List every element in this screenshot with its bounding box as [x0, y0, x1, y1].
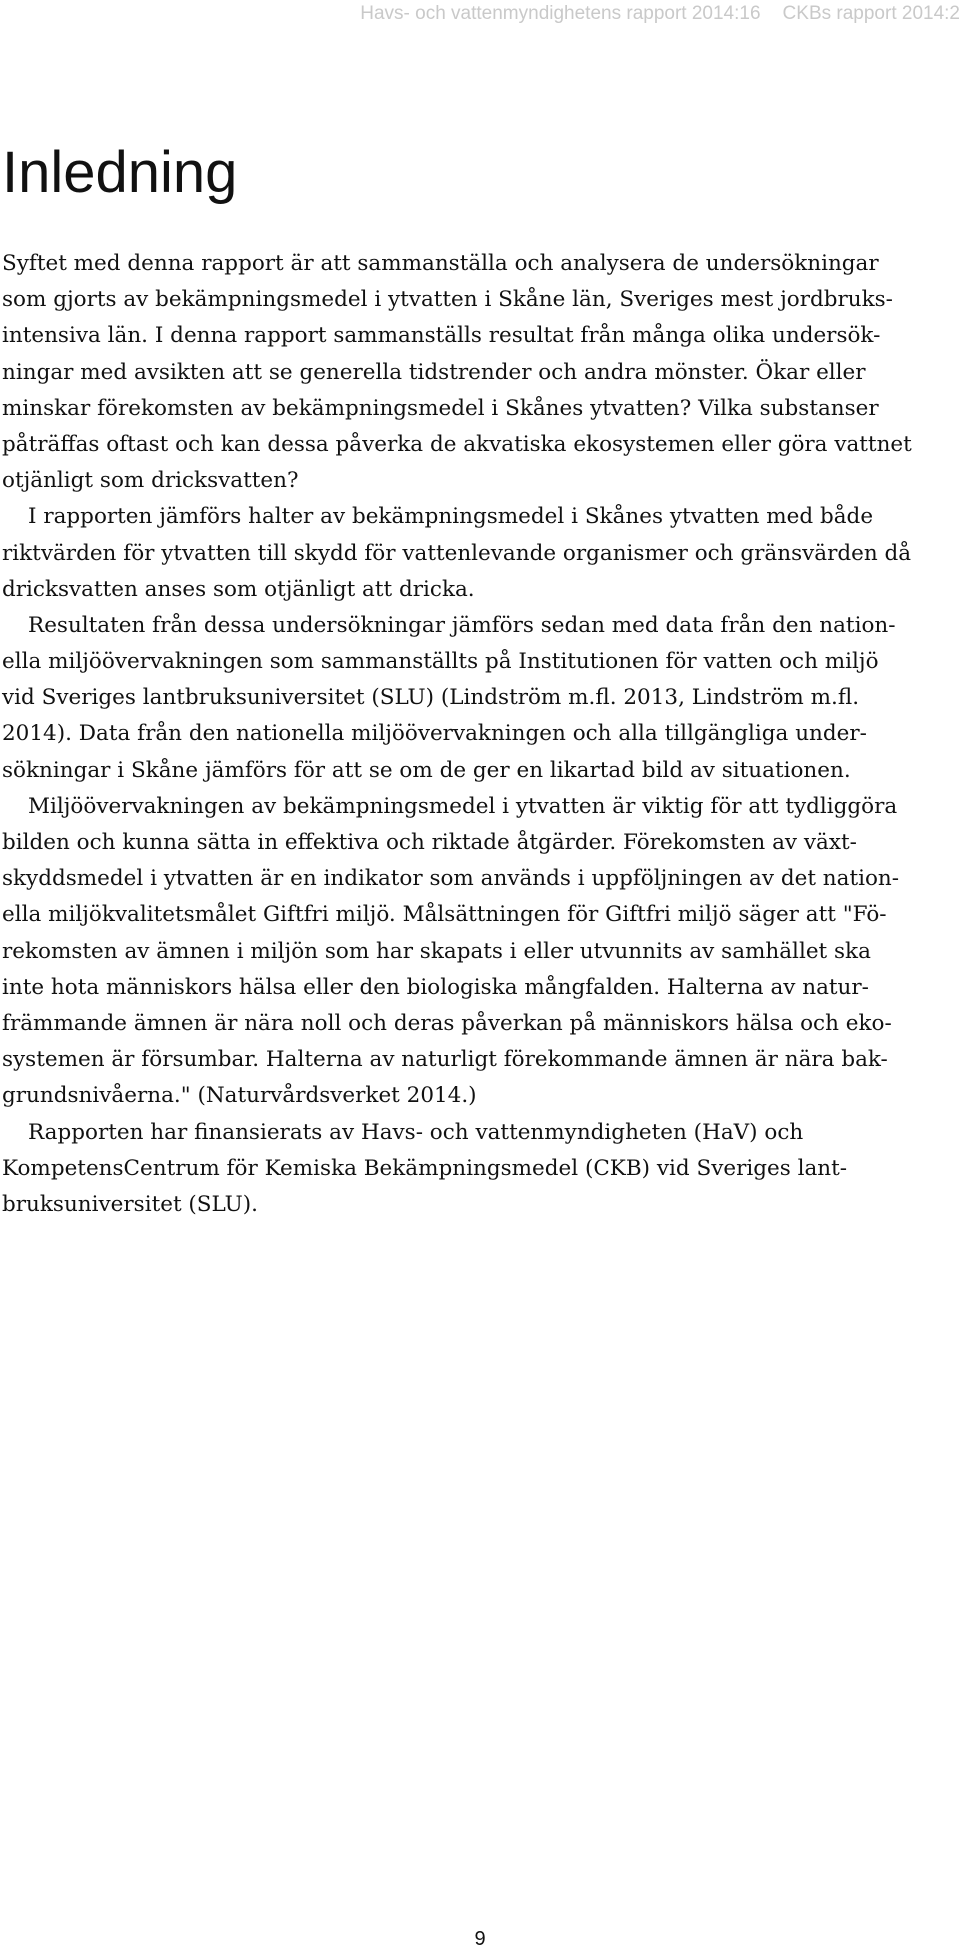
text-line: Resultaten från dessa undersökningar jämförs sedan med data från den nation-	[28, 612, 896, 638]
text-line: Rapporten har finansierats av Havs- och vattenmyndigheten (HaV) och	[28, 1119, 804, 1145]
header-report-hav: Havs- och vattenmyndighetens rapport 2014:16	[360, 3, 761, 24]
text-line: skyddsmedel i ytvatten är en indikator som används i uppföljningen av det nation-	[2, 866, 900, 892]
text-line: bruksuniversitet (SLU).	[2, 1191, 258, 1217]
page-title: Inledning	[2, 140, 238, 205]
text-line: 2014). Data från den nationella miljöövervakningen och alla tillgängliga under-	[2, 721, 867, 747]
text-line: intensiva län. I denna rapport sammanställs resultat från många olika undersök-	[2, 323, 881, 349]
header-report-ckb: CKBs rapport 2014:2	[782, 3, 960, 24]
text-line: grundsnivåerna." (Naturvårdsverket 2014.)	[2, 1083, 477, 1109]
text-line: I rapporten jämförs halter av bekämpningsmedel i Skånes ytvatten med både	[28, 504, 874, 530]
text-line: systemen är försumbar. Halterna av naturligt förekommande ämnen är nära bak-	[2, 1047, 888, 1073]
text-line: rekomsten av ämnen i miljön som har skapats i eller utvunnits av samhället ska	[2, 938, 871, 964]
text-line: KompetensCentrum för Kemiska Bekämpningsmedel (CKB) vid Sveriges lant-	[2, 1155, 848, 1181]
running-header	[360, 0, 960, 28]
text-line: riktvärden för ytvatten till skydd för vattenlevande organismer och gränsvärden då	[2, 540, 912, 566]
text-line: som gjorts av bekämpningsmedel i ytvatten i Skåne län, Sveriges mest jordbruks-	[2, 287, 893, 313]
text-line: främmande ämnen är nära noll och deras påverkan på människors hälsa och eko-	[2, 1010, 892, 1036]
text-line: bilden och kunna sätta in effektiva och riktade åtgärder. Förekomsten av växt-	[2, 830, 857, 855]
text-line: minskar förekomsten av bekämpningsmedel i Skånes ytvatten? Vilka substanser	[2, 395, 879, 421]
text-line: Miljöövervakningen av bekämpningsmedel i ytvatten är viktig för att tydliggöra	[28, 793, 898, 819]
text-line: inte hota människors hälsa eller den biologiska mångfalden. Halterna av natur-	[2, 974, 869, 1000]
text-line: Syftet med denna rapport är att sammanställa och analysera de undersökningar	[2, 251, 879, 276]
text-line: vid Sveriges lantbruksuniversitet (SLU) (Lindström m.fl. 2013, Lindström m.fl.	[2, 685, 860, 711]
text-line: påträffas oftast och kan dessa påverka de akvatiska ekosystemen eller göra vattnet	[2, 431, 912, 457]
text-line: dricksvatten anses som otjänligt att dricka.	[2, 576, 475, 602]
text-line: otjänligt som dricksvatten?	[2, 468, 299, 494]
text-line: ningar med avsikten att se generella tidstrender och andra mönster. Ökar eller	[2, 359, 866, 385]
page-number: 9	[474, 1928, 486, 1950]
body-text	[2, 246, 954, 1223]
text-line: sökningar i Skåne jämförs för att se om de ger en likartad bild av situationen.	[2, 757, 851, 783]
text-line: ella miljöövervakningen som sammanställts på Institutionen för vatten och miljö	[2, 649, 879, 675]
text-line: ella miljökvalitetsmålet Giftfri miljö. Målsättningen för Giftfri miljö säger att "Fö-	[2, 902, 887, 928]
